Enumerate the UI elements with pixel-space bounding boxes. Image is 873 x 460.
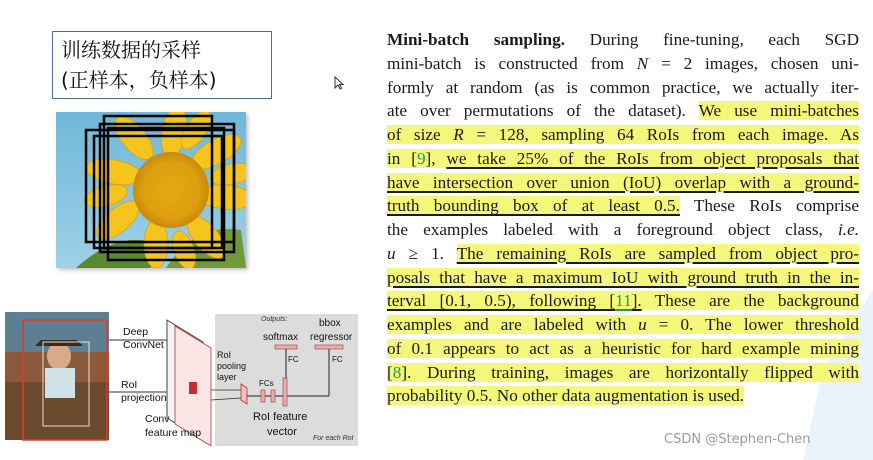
text-run: We use mini-batches <box>698 101 859 121</box>
paper-paragraph <box>387 28 859 408</box>
text-run: = 128, sampling 64 RoIs from each image. As <box>463 125 860 144</box>
paragraph-line <box>387 313 859 337</box>
text-run: in [ <box>387 148 417 168</box>
text-run: of size <box>387 125 454 144</box>
roi-pooling-label-3: layer <box>217 372 237 382</box>
text-run: of 0.1 appears to act as a heuristic for hard example mining <box>387 338 859 358</box>
paragraph-line <box>387 266 859 290</box>
annotation-line-1: 训练数据的采样 <box>61 38 201 62</box>
roi-pooling-label: RoI <box>217 350 232 360</box>
roi-feature-vector-label: RoI feature <box>253 411 308 423</box>
paragraph-line <box>387 123 859 147</box>
text-run: N <box>636 53 649 73</box>
conv-feature-map-label: Conv <box>145 413 170 425</box>
fc-label-2: FC <box>332 355 343 364</box>
text-run: ], <box>425 148 447 168</box>
text-run: 8 <box>392 362 402 382</box>
paragraph-line <box>387 194 859 218</box>
for-each-roi-label: For each RoI <box>313 435 354 442</box>
fc-label-1: FC <box>288 355 299 364</box>
mouse-cursor-icon <box>334 76 344 90</box>
paragraph-line <box>387 218 859 242</box>
fast-rcnn-architecture-diagram <box>5 312 358 446</box>
paragraph-line <box>387 28 859 52</box>
paragraph-line <box>387 52 859 76</box>
roi-projection-label: RoI <box>121 379 138 391</box>
text-run: These are the background <box>641 291 859 311</box>
fcs-label: FCs <box>259 379 274 388</box>
text-run: we take 25% of the RoIs from object proposals that <box>446 148 860 168</box>
text-run: ]. During training, images are horizontally flipped with <box>401 362 859 382</box>
text-run: examples and are labeled with <box>387 315 639 334</box>
paragraph-line <box>387 171 859 195</box>
text-run: = 0. The lower threshold <box>646 315 859 334</box>
paragraph-line <box>387 384 859 408</box>
text-run: R <box>453 125 464 144</box>
roi-pooling-label-2: pooling <box>217 361 247 371</box>
sunflower-image <box>56 112 246 268</box>
watermark: CSDN @Stephen-Chen <box>664 432 811 447</box>
text-run: u <box>638 315 647 334</box>
annotation-box <box>52 31 272 99</box>
text-run: terval [0.1, 0.5), following [ <box>387 291 616 311</box>
roi-projection-label-2: projection <box>121 392 167 404</box>
deep-convnet-label-2: ConvNet <box>123 339 164 351</box>
paragraph-line <box>387 76 859 100</box>
regressor-label: regressor <box>310 332 353 343</box>
conv-feature-map-label-2: feature map <box>145 427 202 439</box>
text-run: During fine-tuning, each SGD <box>564 30 859 49</box>
bbox-label: bbox <box>319 318 341 329</box>
text-run: the examples labeled with a foreground object class, <box>387 220 838 239</box>
text-run: 11 <box>615 291 632 311</box>
softmax-label: softmax <box>263 332 299 343</box>
text-run: ate over permutations of the dataset). <box>387 101 699 121</box>
text-run: Mini-batch sampling. <box>387 30 565 49</box>
text-run: i.e. <box>838 220 859 239</box>
text-run: mini-batch is constructed from <box>387 53 637 73</box>
paragraph-line <box>387 337 859 361</box>
paragraph-line <box>387 289 859 313</box>
paragraph-line <box>387 99 859 123</box>
paragraph-line <box>387 242 859 266</box>
outputs-label: Outputs: <box>261 316 288 323</box>
text-run: formly at random (as is common practice, we actually iter- <box>387 77 859 97</box>
text-run: [ <box>387 362 393 382</box>
text-run: probability 0.5. No other data augmentation is used. <box>387 386 745 406</box>
annotation-line-2: (正样本，负样本) <box>61 68 217 92</box>
deep-convnet-label: Deep <box>123 326 149 338</box>
text-run: u <box>387 243 396 263</box>
text-run: ≥ 1. <box>395 243 457 263</box>
text-run: These RoIs comprise <box>679 196 859 216</box>
text-run: ]. <box>631 291 642 311</box>
text-run: 9 <box>416 148 426 168</box>
roi-feature-vector-label-2: vector <box>267 426 297 438</box>
paragraph-line <box>387 361 859 385</box>
text-run: truth bounding box of at least 0.5. <box>387 196 680 216</box>
text-run: have intersection over union (IoU) overlap with a ground- <box>387 172 859 192</box>
paragraph-line <box>387 147 859 171</box>
text-run: The remaining RoIs are sampled from object pro- <box>456 243 860 263</box>
text-run: = 2 images, chosen uni- <box>648 53 859 73</box>
text-run: posals that have a maximum IoU with ground truth in the in- <box>387 267 859 287</box>
